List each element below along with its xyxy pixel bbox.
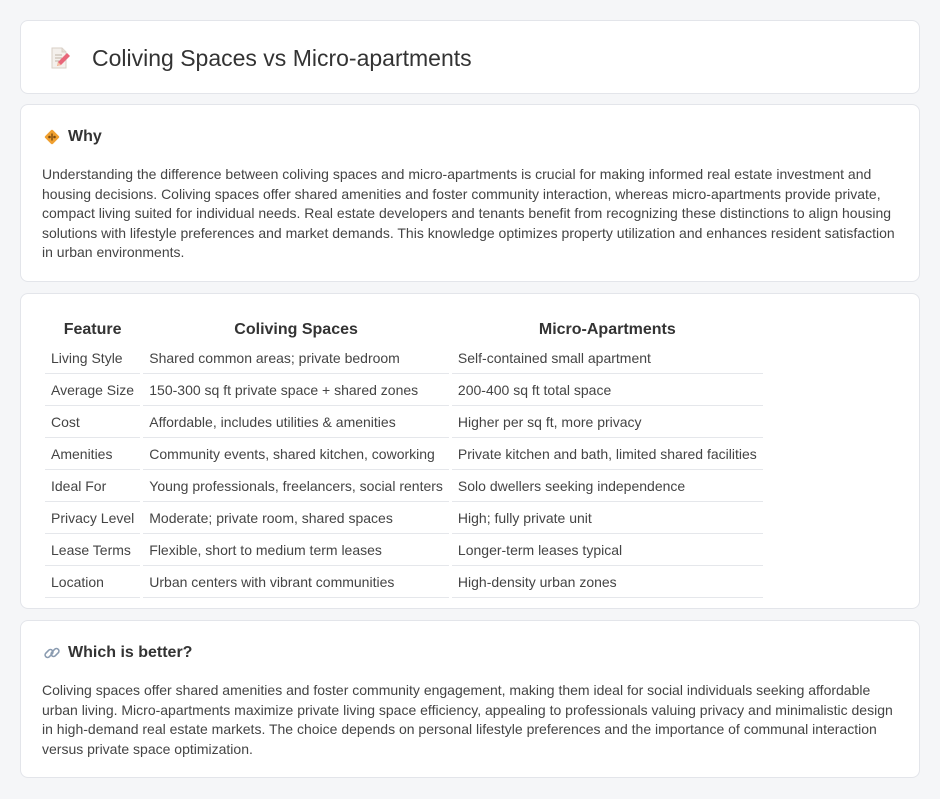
micro-cell: Higher per sq ft, more privacy: [452, 408, 763, 438]
coliving-cell: Flexible, short to medium term leases: [143, 536, 449, 566]
coliving-cell: Urban centers with vibrant communities: [143, 568, 449, 598]
feature-cell: Average Size: [45, 376, 140, 406]
feature-cell: Living Style: [45, 344, 140, 374]
better-paragraph: Coliving spaces offer shared amenities and foster community engagement, making them ideal for social individuals seeking affordable urban living. Micro-apartments maximize private living space efficiency, appealing to professionals valuing privacy and minimalistic design in high-demand real estate markets. The choice depends on personal lifestyle preferences and the importance of communal interaction versus private space optimization.: [42, 682, 893, 757]
micro-cell: Private kitchen and bath, limited shared facilities: [452, 440, 763, 470]
header-micro: Micro-Apartments: [538, 321, 676, 338]
comparison-section: [20, 293, 920, 609]
micro-cell: Longer-term leases typical: [452, 536, 763, 566]
table-row: [45, 504, 763, 534]
micro-cell: Self-contained small apartment: [452, 344, 763, 374]
table-row: [45, 472, 763, 502]
table-header-row: [45, 316, 763, 342]
coliving-cell: Young professionals, freelancers, social renters: [143, 472, 449, 502]
which-better-section: [20, 620, 920, 778]
feature-cell: Cost: [45, 408, 140, 438]
better-header: [43, 643, 192, 663]
micro-cell: 200-400 sq ft total space: [452, 376, 763, 406]
feature-cell: Ideal For: [45, 472, 140, 502]
table-row: [45, 536, 763, 566]
feature-cell: Location: [45, 568, 140, 598]
micro-cell: High; fully private unit: [452, 504, 763, 534]
feature-cell: Privacy Level: [45, 504, 140, 534]
why-header: [43, 127, 102, 147]
better-heading: Which is better?: [68, 644, 193, 661]
table-row: [45, 376, 763, 406]
header-feature: Feature: [63, 321, 122, 338]
why-section: [20, 104, 920, 282]
diamond-signal-icon: [43, 128, 61, 146]
page-title: Coliving Spaces vs Micro-apartments: [92, 45, 472, 71]
coliving-cell: Moderate; private room, shared spaces: [143, 504, 449, 534]
coliving-cell: Shared common areas; private bedroom: [143, 344, 449, 374]
why-paragraph: Understanding the difference between coliving spaces and micro-apartments is crucial for making informed real estate investment and housing decisions. Coliving spaces offer shared amenities and foster community interaction, whereas micro-apartments provide private, compact living suited for individual needs. Real estate developers and tenants benefit from recognizing these distinctions to align housing solutions with lifestyle preferences and market demands. This knowledge optimizes property utilization and enhances resident satisfaction in urban environments.: [42, 166, 895, 261]
table-row: [45, 568, 763, 598]
title-card: [20, 20, 920, 94]
coliving-cell: Community events, shared kitchen, coworking: [143, 440, 449, 470]
header-coliving: Coliving Spaces: [234, 321, 358, 338]
comparison-table: [42, 314, 766, 600]
coliving-cell: 150-300 sq ft private space + shared zones: [143, 376, 449, 406]
link-icon: [43, 644, 61, 662]
coliving-cell: Affordable, includes utilities & amenities: [143, 408, 449, 438]
why-heading: Why: [68, 128, 102, 145]
micro-cell: Solo dwellers seeking independence: [452, 472, 763, 502]
table-row: [45, 408, 763, 438]
feature-cell: Lease Terms: [45, 536, 140, 566]
document-pencil-icon: [47, 46, 71, 70]
feature-cell: Amenities: [45, 440, 140, 470]
table-row: [45, 344, 763, 374]
micro-cell: High-density urban zones: [452, 568, 763, 598]
table-row: [45, 440, 763, 470]
